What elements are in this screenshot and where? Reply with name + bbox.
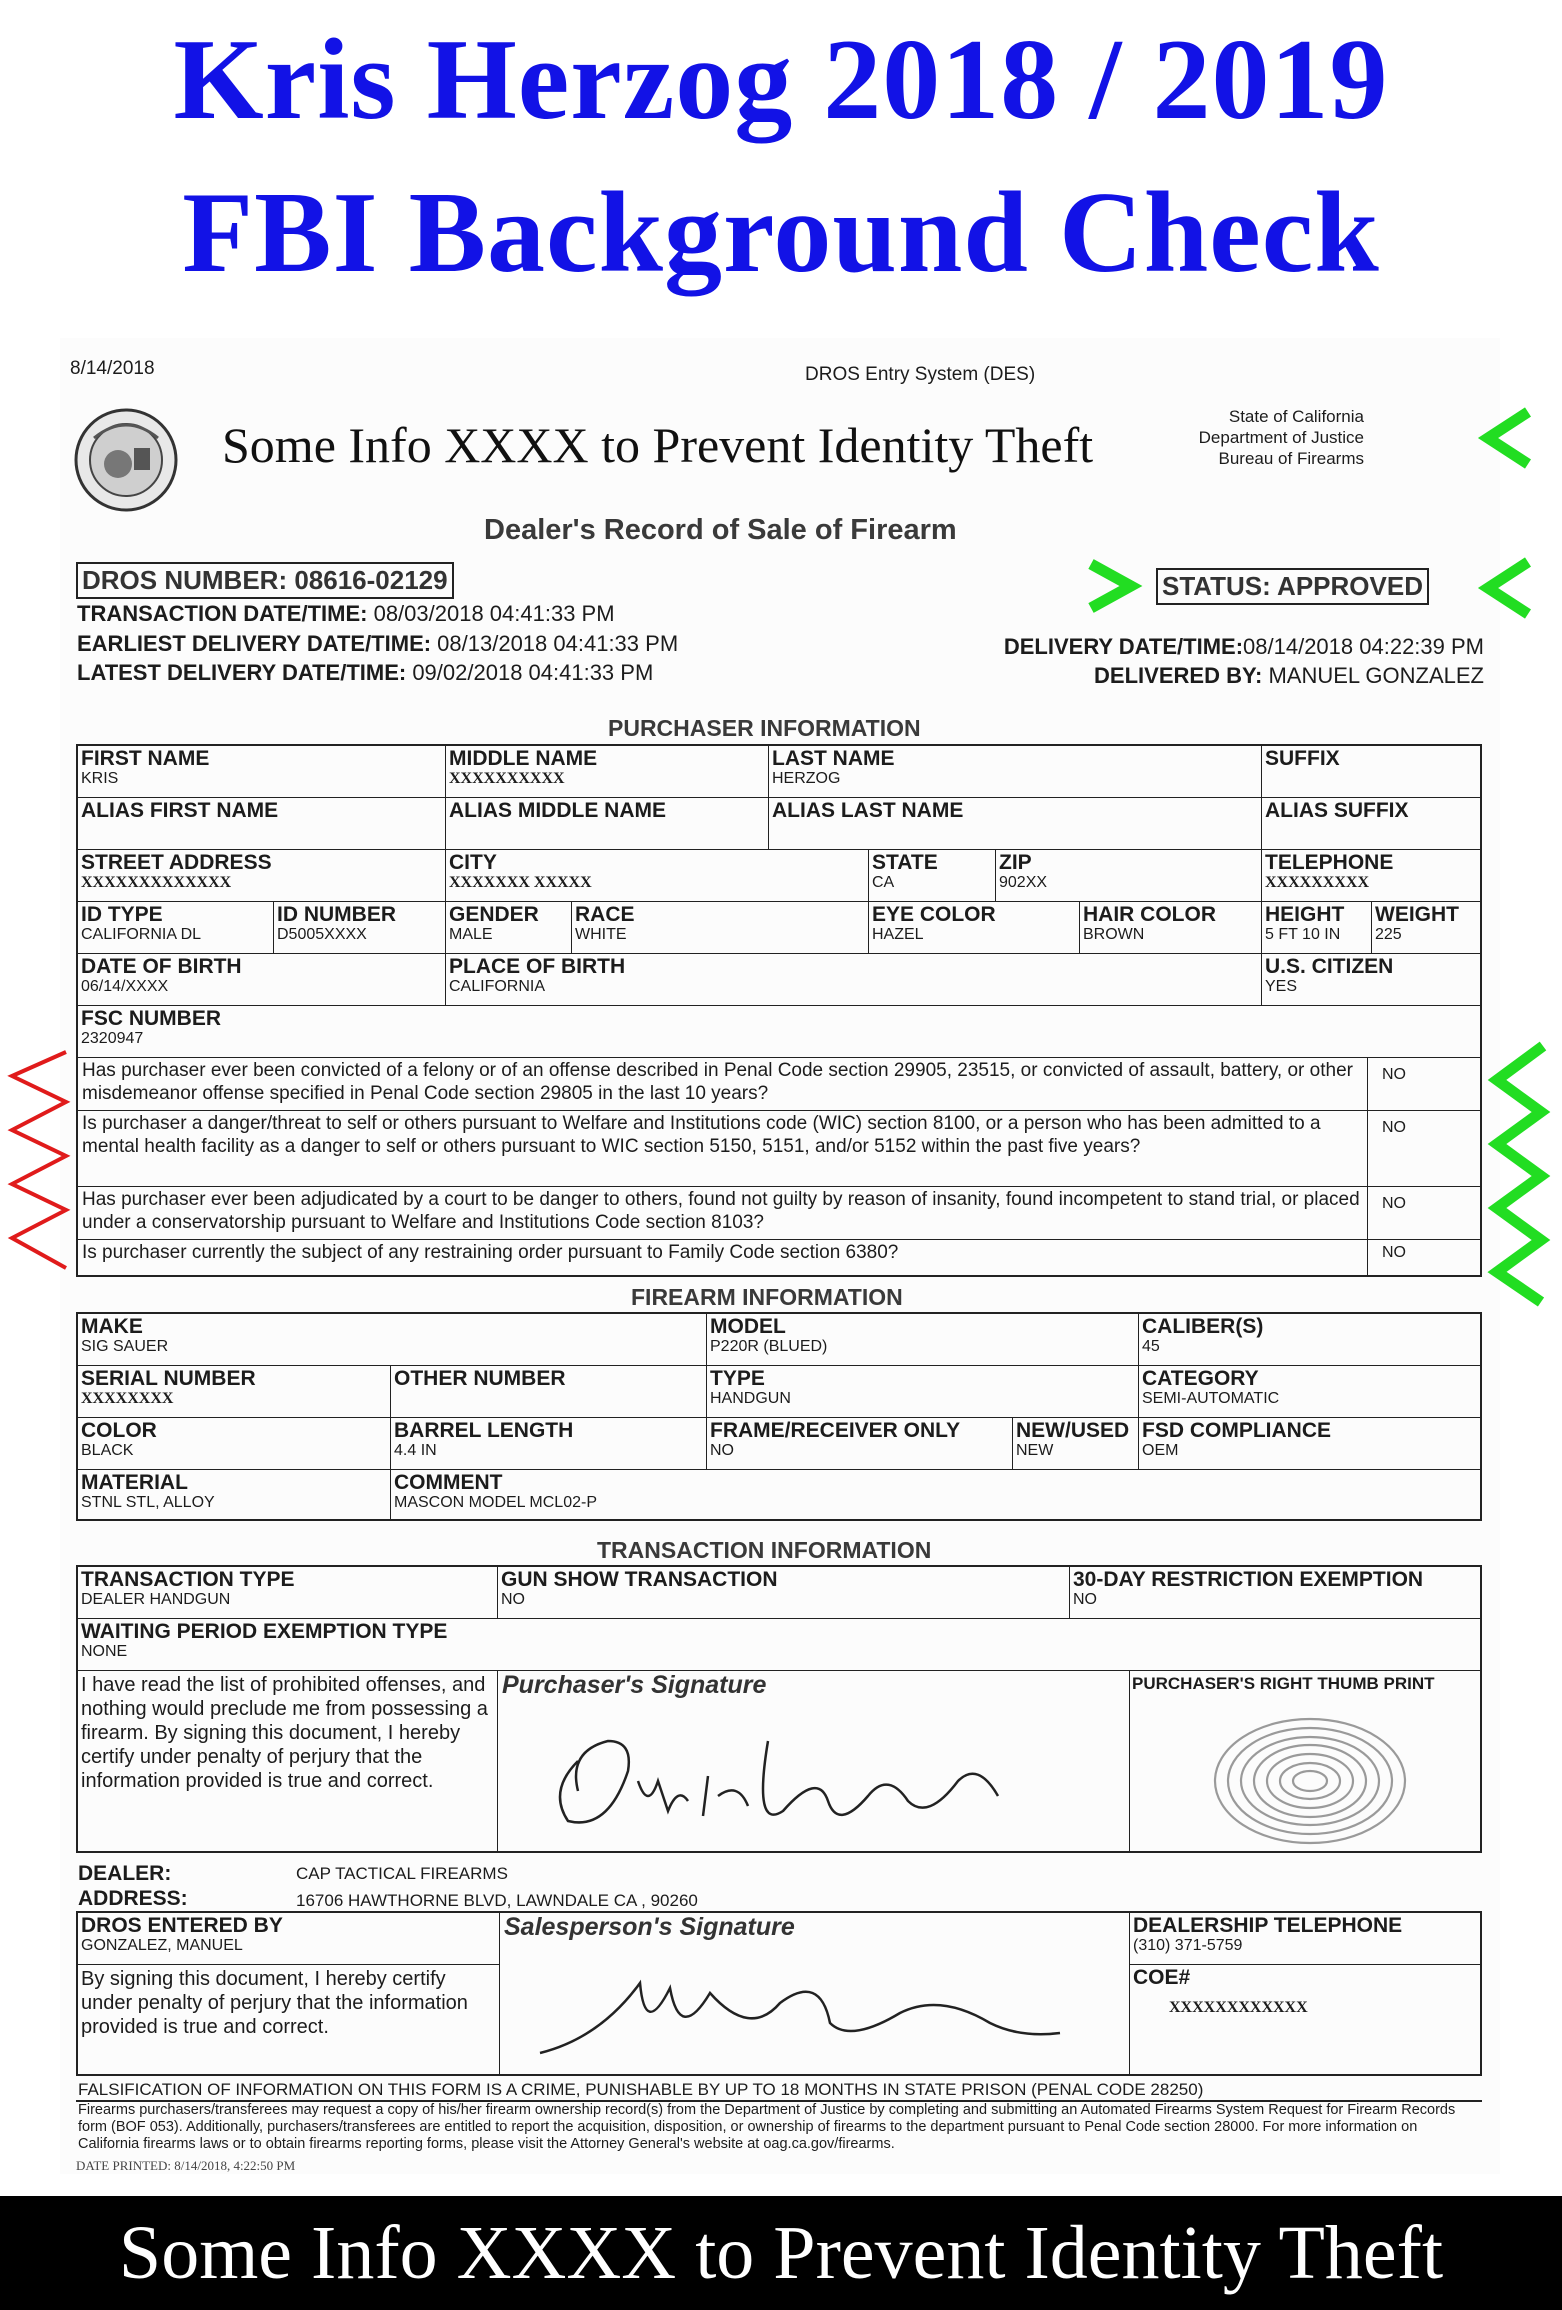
weight-field: WEIGHT 225 <box>1372 902 1480 954</box>
waiting-period-field: WAITING PERIOD EXEMPTION TYPE NONE <box>78 1619 1480 1671</box>
coe-field: COE# XXXXXXXXXXXX <box>1133 1966 1308 2016</box>
answer-felony: NO <box>1368 1058 1480 1111</box>
race-field: RACE WHITE <box>572 902 869 954</box>
purchaser-table <box>76 744 1482 1277</box>
make-field: MAKE SIG SAUER <box>78 1314 707 1366</box>
bottom-banner: Some Info XXXX to Prevent Identity Theft <box>0 2196 1562 2310</box>
delivered-by: DELIVERED BY: MANUEL GONZALEZ <box>1094 663 1484 688</box>
state-field: STATE CA <box>869 850 996 902</box>
gun-show-field: GUN SHOW TRANSACTION NO <box>498 1567 1070 1619</box>
thumbprint-label: PURCHASER'S RIGHT THUMB PRINT <box>1132 1674 1435 1693</box>
hair-color-field: HAIR COLOR BROWN <box>1080 902 1262 954</box>
purchaser-signature-icon <box>538 1701 1018 1841</box>
street-address-field: STREET ADDRESS XXXXXXXXXXXXX <box>78 850 446 902</box>
fsc-field: FSC NUMBER 2320947 <box>78 1006 1480 1058</box>
salesperson-signature-icon <box>520 1943 1080 2071</box>
fsd-compliance-field: FSD COMPLIANCE OEM <box>1139 1418 1480 1470</box>
earliest-delivery: EARLIEST DELIVERY DATE/TIME: 08/13/2018 04:41:33 PM <box>77 631 679 656</box>
firearm-section-title: FIREARM INFORMATION <box>631 1284 903 1310</box>
question-felony: Has purchaser ever been convicted of a felony or of an offense described in Penal Code section 29905, 23515, or convicted of assault, battery, or other misdemeanor offense specified in Penal Code section 29805 in the last 10 years? <box>78 1058 1368 1111</box>
first-name-field: FIRST NAME KRIS <box>78 746 446 798</box>
barrel-length-field: BARREL LENGTH 4.4 IN <box>391 1418 707 1470</box>
new-used-field: NEW/USED NEW <box>1013 1418 1139 1470</box>
id-type-field: ID TYPE CALIFORNIA DL <box>78 902 274 954</box>
green-arrow-icon <box>1083 556 1143 616</box>
print-date: 8/14/2018 <box>70 358 155 379</box>
answer-adjudicated: NO <box>1368 1187 1480 1240</box>
alias-last-field: ALIAS LAST NAME <box>769 798 1262 850</box>
date-printed: DATE PRINTED: 8/14/2018, 4:22:50 PM <box>76 2158 296 2173</box>
agency-doj: Department of Justice <box>1198 428 1364 447</box>
alias-first-field: ALIAS FIRST NAME <box>78 798 446 850</box>
zip-field: ZIP 902XX <box>996 850 1262 902</box>
id-number-field: ID NUMBER D5005XXXX <box>274 902 446 954</box>
system-name: DROS Entry System (DES) <box>805 364 1036 385</box>
agency-state: State of California <box>1228 407 1364 426</box>
salesperson-signature-label: Salesperson's Signature <box>504 1913 795 1941</box>
category-field: CATEGORY SEMI-AUTOMATIC <box>1139 1366 1480 1418</box>
type-field: TYPE HANDGUN <box>707 1366 1139 1418</box>
question-restraining-order: Is purchaser currently the subject of any restraining order pursuant to Family Code section 6380? <box>78 1240 1368 1275</box>
thumbprint-box <box>1130 1671 1480 1851</box>
form-title: Dealer's Record of Sale of Firearm <box>484 514 957 546</box>
alias-middle-field: ALIAS MIDDLE NAME <box>446 798 769 850</box>
citizen-field: U.S. CITIZEN YES <box>1262 954 1480 1006</box>
thumbprint-icon <box>1200 1701 1420 1846</box>
red-zigzag-icon <box>4 1048 74 1276</box>
purchaser-section-title: PURCHASER INFORMATION <box>608 715 921 741</box>
green-zigzag-icon <box>1483 1040 1553 1310</box>
transaction-table <box>76 1565 1482 1853</box>
dros-document <box>60 338 1500 2174</box>
middle-name-field: MIDDLE NAME XXXXXXXXXX <box>446 746 769 798</box>
firearm-table <box>76 1312 1482 1521</box>
salesperson-signature-box <box>500 1913 1130 2074</box>
city-field: CITY XXXXXXX XXXXX <box>446 850 869 902</box>
restriction-exemption-field: 30-DAY RESTRICTION EXEMPTION NO <box>1070 1567 1480 1619</box>
banner-title-line1: Kris Herzog 2018 / 2019 <box>173 16 1389 144</box>
dealership-telephone-field: DEALERSHIP TELEPHONE (310) 371-5759 <box>1130 1913 1480 1965</box>
dob-field: DATE OF BIRTH 06/14/XXXX <box>78 954 446 1006</box>
redaction-notice: Some Info XXXX to Prevent Identity Theft <box>222 417 1094 473</box>
dealer-line: DEALER: <box>78 1862 172 1885</box>
eye-color-field: EYE COLOR HAZEL <box>869 902 1080 954</box>
address-line: ADDRESS: <box>78 1887 188 1910</box>
answer-restraining-order: NO <box>1382 1244 1406 1261</box>
suffix-field: SUFFIX <box>1262 746 1480 798</box>
green-chevron-icon <box>1476 406 1536 470</box>
answer-mental-health: NO <box>1368 1111 1480 1187</box>
question-adjudicated: Has purchaser ever been adjudicated by a court to be danger to others, found not guilty by reason of insanity, found incompetent to stand trial, or placed under a conservatorship pursuant to Welfare and Institutions Code section 8103? <box>78 1187 1368 1240</box>
salesperson-table <box>76 1911 1482 2076</box>
gender-field: GENDER MALE <box>446 902 572 954</box>
telephone-field: TELEPHONE XXXXXXXXX <box>1262 850 1480 902</box>
agency-bureau: Bureau of Firearms <box>1218 449 1364 468</box>
falsification-notice: FALSIFICATION OF INFORMATION ON THIS FORM IS A CRIME, PUNISHABLE BY UP TO 18 MONTHS IN STATE PRISON (PENAL CODE 28250) <box>78 2080 1204 2099</box>
latest-delivery: LATEST DELIVERY DATE/TIME: 09/02/2018 04:41:33 PM <box>77 660 654 685</box>
green-chevron-icon <box>1476 556 1536 620</box>
comment-field: COMMENT MASCON MODEL MCL02-P <box>394 1471 597 1511</box>
purchaser-signature-box <box>498 1671 1130 1851</box>
question-mental-health: Is purchaser a danger/threat to self or others pursuant to Welfare and Institutions code (WIC) section 8100, or a person who has been admitted to a mental health facility as a danger to self or others pursuant to WIC section 5150, 5151, and/or 5152 within the past five years? <box>78 1111 1368 1187</box>
last-name-field: LAST NAME HERZOG <box>769 746 1262 798</box>
serial-number-field: SERIAL NUMBER XXXXXXXX <box>78 1366 391 1418</box>
other-number-field: OTHER NUMBER <box>391 1366 707 1418</box>
alias-suffix-field: ALIAS SUFFIX <box>1262 798 1480 850</box>
model-field: MODEL P220R (BLUED) <box>707 1314 1139 1366</box>
caliber-field: CALIBER(S) 45 <box>1139 1314 1480 1366</box>
status-badge: STATUS: APPROVED <box>1156 568 1429 605</box>
dealer-name: CAP TACTICAL FIREARMS <box>296 1864 508 1883</box>
purchaser-certification: I have read the list of prohibited offenses, and nothing would preclude me from possessing a firearm. By signing this document, I hereby certify under penalty of perjury that the information provided is true and correct. <box>78 1671 498 1851</box>
transaction-datetime: TRANSACTION DATE/TIME: 08/03/2018 04:41:33 PM <box>77 601 615 626</box>
transaction-section-title: TRANSACTION INFORMATION <box>597 1537 932 1563</box>
dros-entered-by-field: DROS ENTERED BY GONZALEZ, MANUEL <box>78 1913 500 1965</box>
material-field: MATERIAL STNL STL, ALLOY <box>78 1470 391 1519</box>
delivery-datetime: DELIVERY DATE/TIME:08/14/2018 04:22:39 PM <box>1003 634 1484 659</box>
fine-print: Firearms purchasers/transferees may request a copy of his/her firearm ownership record(s) from the Department of Justice by completing and submitting an Automated Firearms System Request for Firearm Records form (BOF 053). Additionally, purchasers/transferees are entitled to report the acquisition, disposition, or ownership of firearms to the department pursuant to Penal Code section 28000. For more information on California firearms laws or to obtain firearms reporting forms, please visit the Attorney General's website at oag.ca.gov/firearms. <box>78 2102 1456 2152</box>
transaction-type-field: TRANSACTION TYPE DEALER HANDGUN <box>78 1567 498 1619</box>
height-field: HEIGHT 5 FT 10 IN <box>1262 902 1372 954</box>
pob-field: PLACE OF BIRTH CALIFORNIA <box>446 954 1262 1006</box>
doj-seal-icon <box>74 408 178 512</box>
salesperson-certification: By signing this document, I hereby certify under penalty of perjury that the information provided is true and correct. <box>78 1965 500 2074</box>
dealer-address: 16706 HAWTHORNE BLVD, LAWNDALE CA , 90260 <box>296 1891 698 1910</box>
dros-number: DROS NUMBER: 08616-02129 <box>76 562 454 599</box>
purchaser-signature-label: Purchaser's Signature <box>502 1671 767 1699</box>
color-field: COLOR BLACK <box>78 1418 391 1470</box>
banner-title-line2: FBI Background Check <box>182 169 1380 297</box>
agency-block <box>1199 406 1364 469</box>
frame-receiver-field: FRAME/RECEIVER ONLY NO <box>707 1418 1013 1470</box>
